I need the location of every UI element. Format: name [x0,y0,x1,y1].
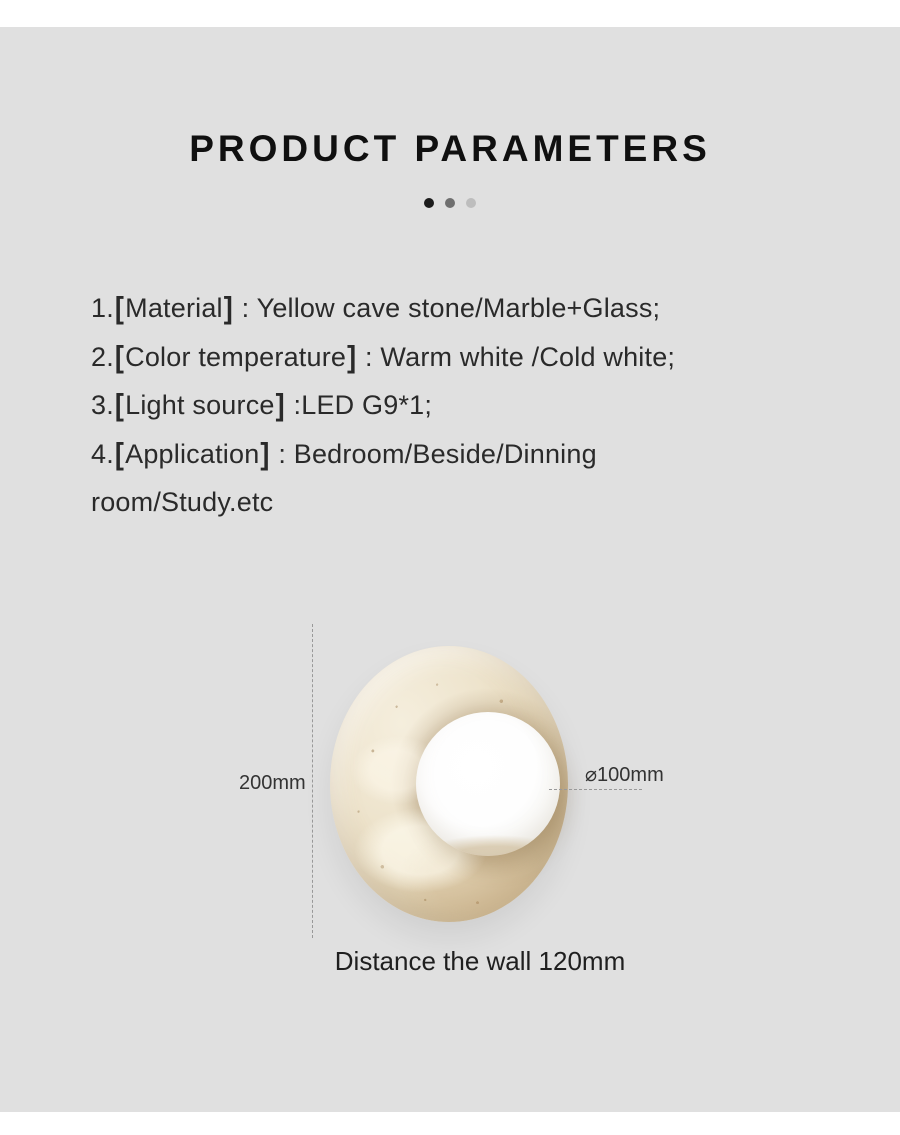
spec-list [91,284,851,527]
carousel-dot-2 [445,198,455,208]
carousel-dot-3 [466,198,476,208]
diameter-dimension-line [549,789,642,790]
carousel-dots [0,198,900,208]
spec-line-application-cont: room/Study.etc [91,487,274,517]
lamp-glass-globe [416,712,560,856]
height-dimension-label: 200mm [239,772,306,794]
spec-line-application: 4.[Application] : Bedroom/Beside/Dinning [91,436,597,471]
figure-caption: Distance the wall 120mm [334,946,626,976]
spec-line-light-source: 3.[Light source] :LED G9*1; [91,388,433,422]
spec-line-material: 1.[Material] : Yellow cave stone/Marble+Glass; [91,291,661,325]
spec-line-color-temperature: 2.[Color temperature] : Warm white /Cold white; [91,339,676,374]
carousel-dot-1 [424,198,434,208]
height-dimension-line [312,624,313,938]
page-title: PRODUCT PARAMETERS [189,128,711,169]
diameter-dimension-label: ⌀100mm [585,764,664,786]
